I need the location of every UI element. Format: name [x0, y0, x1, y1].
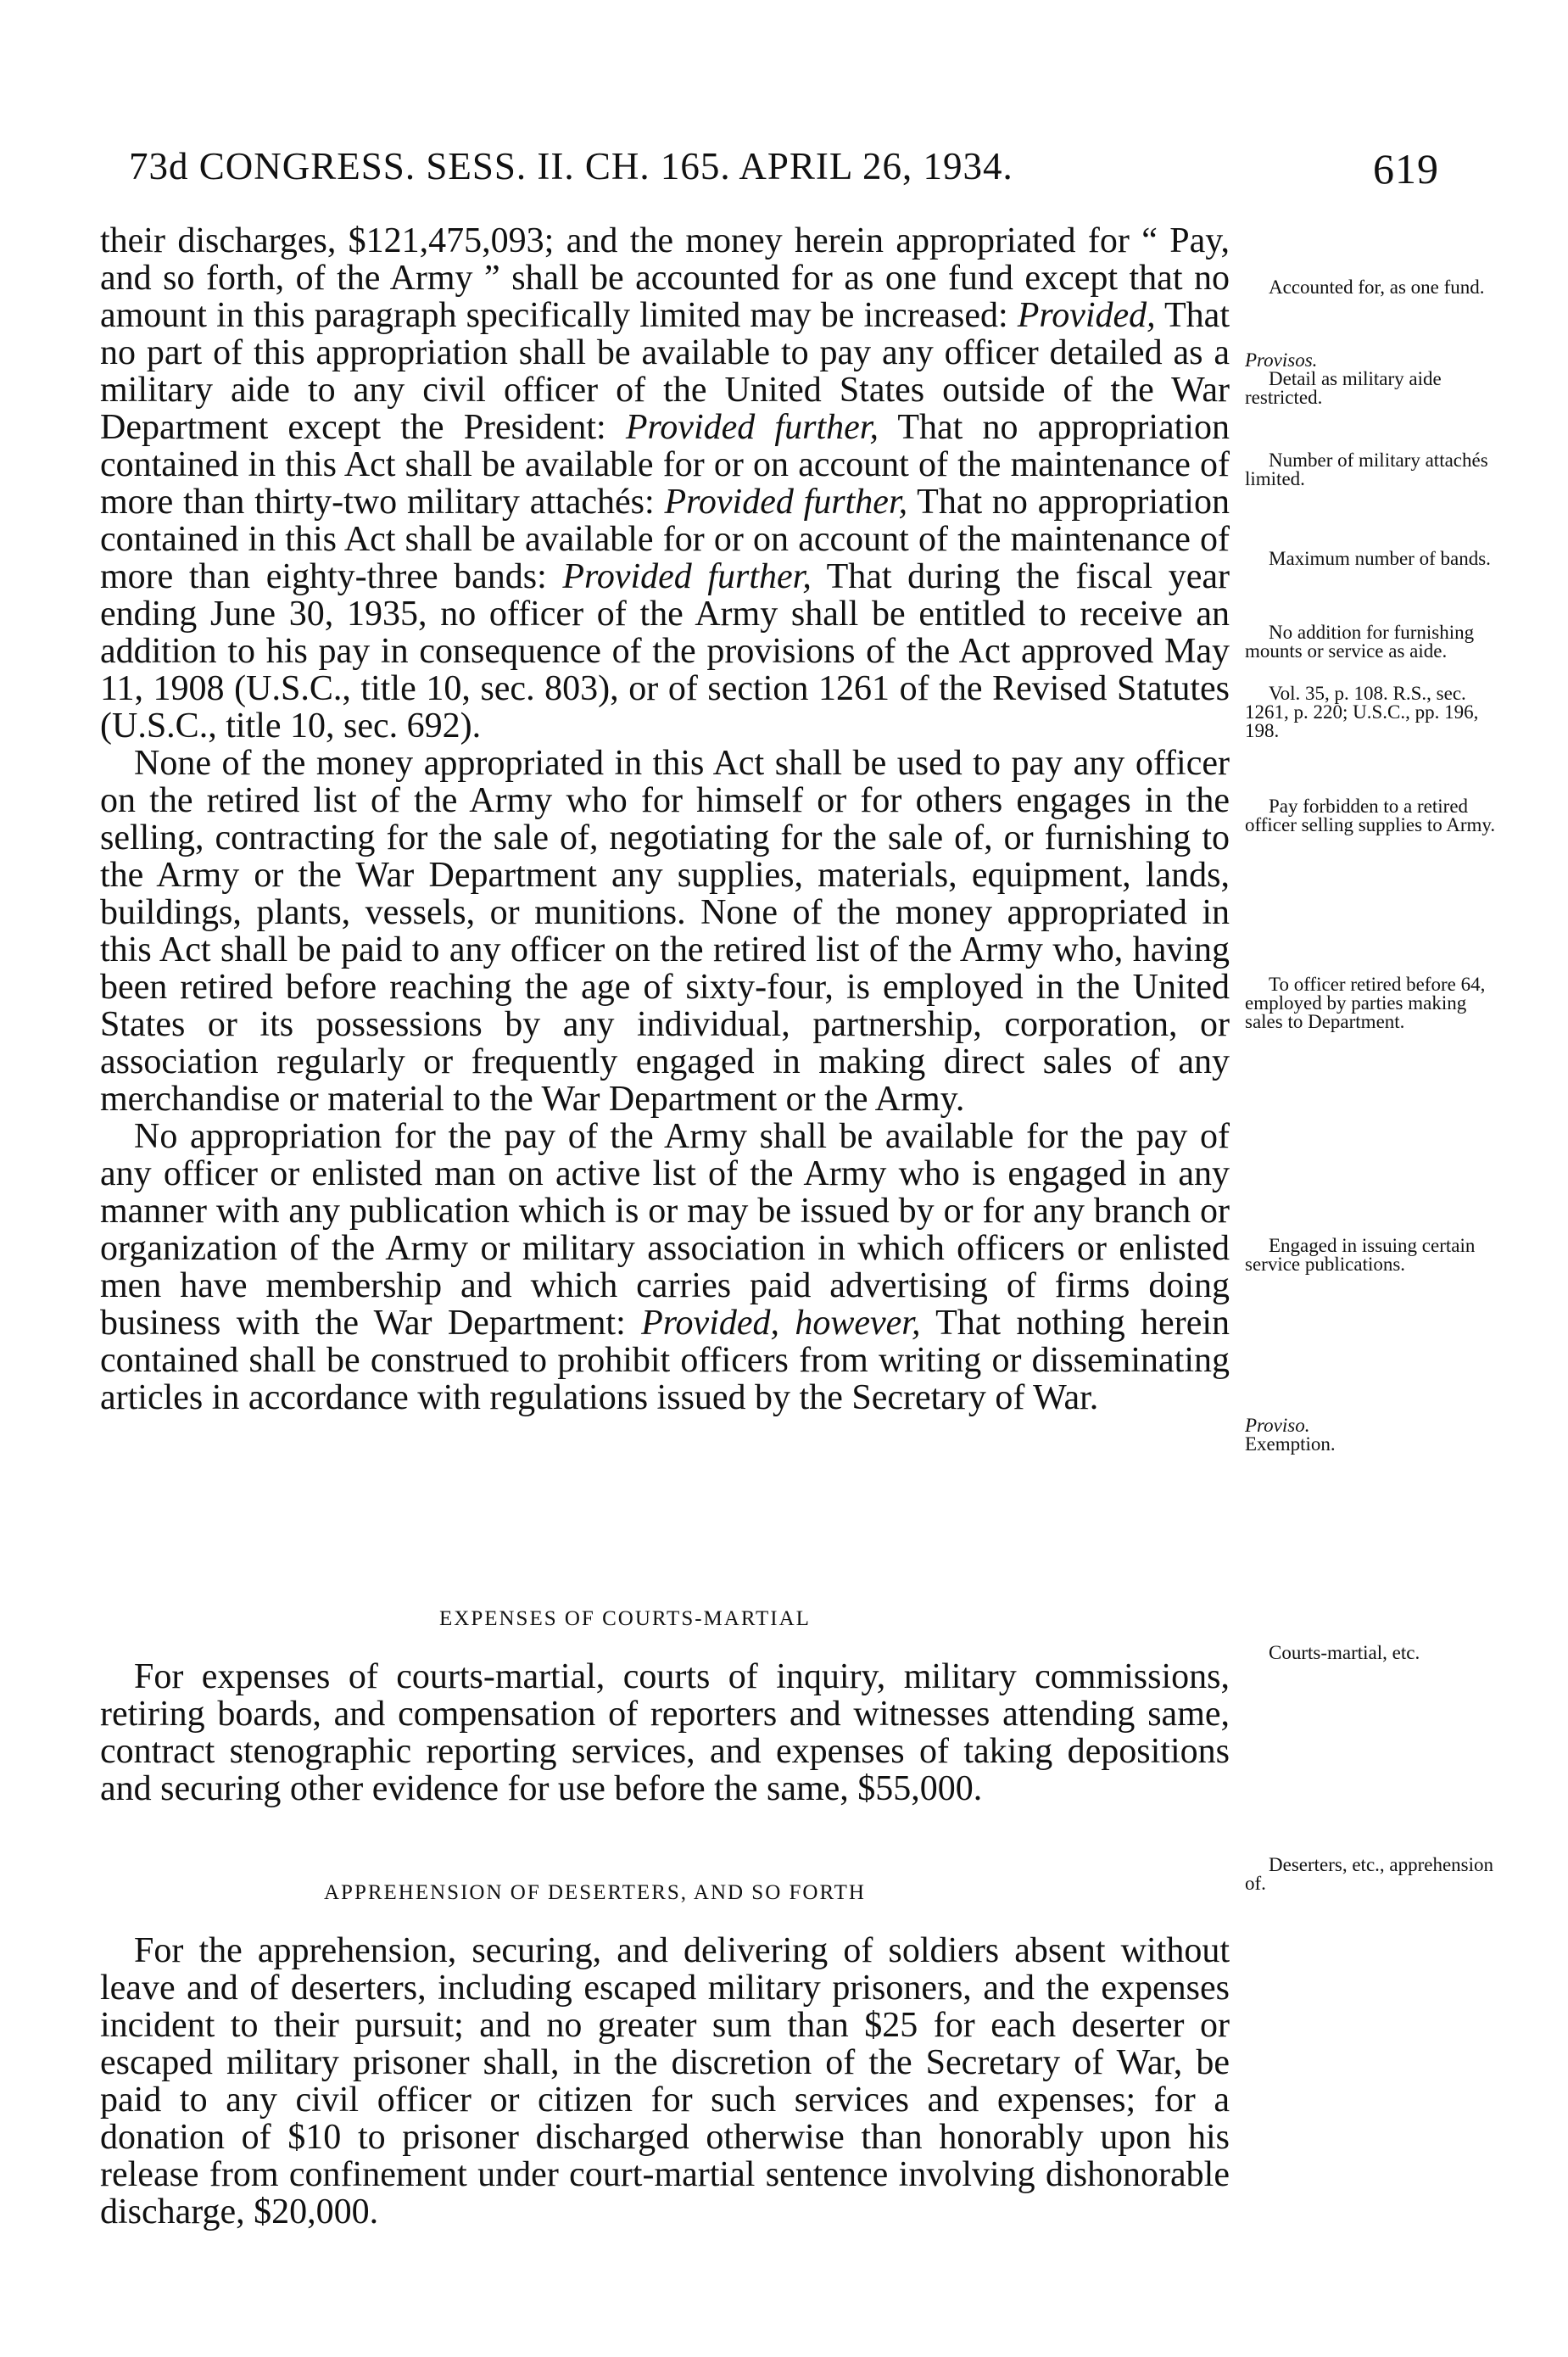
proviso-3: Provided further,: [664, 483, 908, 522]
paragraph1-part1: their discharges, $121,475,093; and the money herein appropriated for “ Pay, and so forth, of the Army ” shall be accounted for as one fund except that no amount in this paragraph specifically limited may be increased:: [100, 221, 1230, 335]
paragraph1-part4: That no appropriation contained in this Act shall be available for or on account of the maintenance of more than eighty-three bands:: [100, 483, 1230, 596]
margin-note-detail-aide: Detail as military aide restricted.: [1245, 368, 1442, 408]
page-number: 619: [1373, 145, 1439, 193]
paragraph1-part2: That no part of this appropriation shall be available to pay any officer detailed as a military aide to any civil officer of the United States outside of the War Department except the President:: [100, 296, 1230, 447]
body-text-upper: [100, 222, 1230, 1416]
margin-note-retired-before-64: To officer retired before 64, employed by parties making sales to Department.: [1245, 974, 1486, 1032]
paragraph-deserters: For the apprehension, securing, and delivering of soldiers absent without leave and of deserters, including escaped military prisoners, and the expenses incident to their pursuit; and no greater sum than $25 for each deserter or escaped military prisoner shall, in the discretion of the Secretary of War, be paid to any civil officer or citizen for such services and expenses; for a donation of $10 to prisoner discharged otherwise than honorably upon his release from confinement under court-martial sentence involving dishonorable discharge, $20,000.: [100, 1931, 1230, 2231]
margin-note-accounted: Accounted for, as one fund.: [1269, 276, 1485, 298]
running-title: 73d CONGRESS. SESS. II. CH. 165. APRIL 26, 1934.: [129, 145, 1013, 187]
section-courts-martial: [100, 1658, 1230, 1807]
paragraph-publications: [100, 1118, 1230, 1416]
margin-note-exemption: Exemption.: [1245, 1433, 1336, 1455]
running-header: [129, 144, 1439, 193]
paragraph-courts-martial: For expenses of courts-martial, courts of inquiry, military commissions, retiring boards, and compensation of reporters and witnesses attending same, contract stenographic reporting services, and expenses of taking depositions and securing other evidence for use before the same, $55,000.: [100, 1657, 1230, 1808]
margin-note-provisos: Provisos.: [1245, 349, 1318, 371]
margin-note-proviso: Proviso.: [1245, 1415, 1310, 1436]
proviso-4: Provided further,: [562, 557, 812, 596]
margin-note-pay-forbidden: Pay forbidden to a retired officer selling supplies to Army.: [1245, 796, 1496, 835]
paragraph3-part2: That nothing herein contained shall be construed to prohibit officers from writing or disseminating articles in accordance with regulations issued by the Secretary of War.: [100, 1304, 1230, 1417]
margin-note-attaches: Number of military attachés limited.: [1245, 450, 1488, 489]
margin-note-deserters: Deserters, etc., apprehension of.: [1245, 1854, 1494, 1894]
section-deserters: [100, 1932, 1230, 2231]
margin-note-courts-martial: Courts-martial, etc.: [1269, 1642, 1420, 1663]
proviso-1: Provided,: [1017, 296, 1156, 335]
margin-note-no-addition: No addition for furnishing mounts or service as aide.: [1245, 622, 1475, 662]
margin-note-publications: Engaged in issuing certain service publications.: [1245, 1235, 1476, 1275]
section-title-deserters: APPREHENSION OF DESERTERS, AND SO FORTH: [324, 1881, 866, 1904]
proviso-2: Provided further,: [625, 408, 879, 447]
paragraph-pay-provisos: [100, 222, 1230, 745]
paragraph-retired-officers: None of the money appropriated in this Act shall be used to pay any officer on the retired list of the Army who for himself or for others engages in the selling, contracting for the sale of, negotiating for the sale of, or furnishing to the Army or the War Department any supplies, materials, equipment, lands, buildings, plants, vessels, or munitions. None of the money appropriated in this Act shall be paid to any officer on the retired list of the Army who, having been retired before reaching the age of sixty-four, is employed in the United States or its possessions by any individual, partnership, corporation, or association regularly or frequently engaged in making direct sales of any merchandise or material to the War Department or the Army.: [100, 744, 1230, 1119]
proviso-however: Provided, however,: [641, 1304, 921, 1343]
paragraph3-part1: No appropriation for the pay of the Army shall be available for the pay of any officer or enlisted man on active list of the Army who is engaged in any manner with any publication which is or may be issued by or for any branch or organization of the Army or military association in which officers or enlisted men have membership and which carries paid advertising of firms doing business with the War Department:: [100, 1117, 1230, 1343]
paragraph1-part3: That no appropriation contained in this Act shall be available for or on account of the maintenance of more than thirty-two military attachés:: [100, 408, 1230, 522]
paragraph1-part5: That during the fiscal year ending June 30, 1935, no officer of the Army shall be entitled to receive an addition to his pay in consequence of the provisions of the Act approved May 11, 1908 (U.S.C., title 10, sec. 803), or of section 1261 of the Revised Statutes (U.S.C., title 10, sec. 692).: [100, 557, 1230, 746]
margin-note-citation: Vol. 35, p. 108. R.S., sec. 1261, p. 220; U.S.C., pp. 196, 198.: [1245, 683, 1479, 741]
section-title-courts-martial: EXPENSES OF COURTS-MARTIAL: [439, 1607, 811, 1630]
margin-note-bands: Maximum number of bands.: [1269, 548, 1491, 569]
